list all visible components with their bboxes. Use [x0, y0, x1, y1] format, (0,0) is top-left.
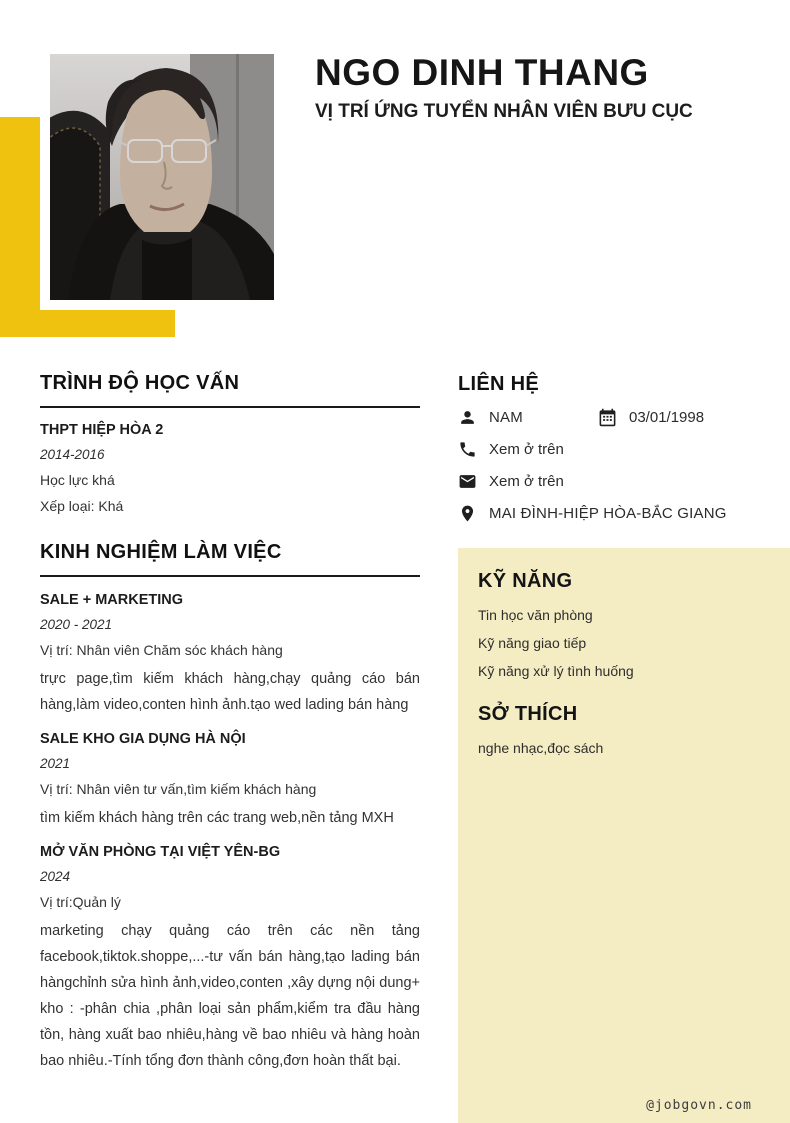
job-description: trực page,tìm kiếm khách hàng,chạy quảng cáo bán hàng,làm video,conten hình ảnh.tạo wed lading bán hàng	[40, 671, 420, 713]
phone-value: Xem ở trên	[489, 441, 564, 458]
experience-heading: KINH NGHIỆM LÀM VIỆC	[40, 541, 420, 577]
education-entry	[40, 422, 420, 514]
job-title: SALE KHO GIA DỤNG HÀ NỘI	[40, 731, 246, 747]
watermark-text: @jobgovn.com	[646, 1098, 752, 1113]
address-value: MAI ĐÌNH-HIỆP HÒA-BẮC GIANG	[489, 505, 727, 522]
candidate-name: NGO DINH THANG	[315, 52, 649, 93]
job-entry	[40, 592, 420, 718]
contact-row-phone	[458, 440, 790, 459]
job-period: 2020 - 2021	[40, 617, 113, 632]
job-period: 2024	[40, 869, 71, 884]
school-name: THPT HIỆP HÒA 2	[40, 422, 164, 438]
contact-row-email	[458, 472, 790, 491]
education-heading: TRÌNH ĐỘ HỌC VẤN	[40, 372, 420, 408]
job-role: Vị trí: Nhân viên Chăm sóc khách hàng	[40, 642, 283, 658]
education-detail: Học lực khá	[40, 472, 115, 488]
email-icon	[458, 472, 477, 491]
education-period: 2014-2016	[40, 447, 105, 462]
skill-item: Kỹ năng xử lý tình huống	[478, 663, 634, 679]
skills-heading: KỸ NĂNG	[478, 570, 573, 592]
contact-heading: LIÊN HỆ	[458, 373, 539, 395]
skill-item: Kỹ năng giao tiếp	[478, 635, 587, 651]
job-role: Vị trí: Nhân viên tư vấn,tìm kiếm khách hàng	[40, 781, 317, 797]
gender-cell	[458, 408, 598, 427]
left-column	[40, 372, 420, 1074]
email-value: Xem ở trên	[489, 473, 564, 490]
skill-item: Tin học văn phòng	[478, 607, 593, 623]
gender-value: NAM	[489, 409, 523, 426]
job-role: Vị trí:Quản lý	[40, 894, 121, 910]
phone-icon	[458, 440, 477, 459]
job-title: SALE + MARKETING	[40, 592, 183, 608]
skills-panel	[458, 548, 790, 1123]
profile-photo-frame	[40, 44, 284, 310]
job-description: tìm kiếm khách hàng trên các trang web,nền tảng MXH	[40, 810, 394, 826]
person-icon	[458, 408, 477, 427]
birthdate-cell	[598, 408, 704, 427]
contact-row-address	[458, 504, 790, 523]
birthdate-value: 03/01/1998	[629, 409, 705, 426]
job-entry	[40, 731, 420, 831]
job-description: marketing chạy quảng cáo trên các nền tảng facebook,tiktok.shoppe,...-tư vấn bán hàng,tạo lading bán hàngchỉnh sửa hình ảnh,video,conten ,xây dựng nội dung+ kho : -phân chia ,phân loại sản phẩm,kiểm tra đầu hàng tồn, hàng xuất bao nhiêu,hàng về bao nhiêu và hàng hoàn bao nhiêu.-Tính tổng đơn thành công,đơn hoàn thất bại.	[40, 923, 420, 1069]
hobbies-heading: SỞ THÍCH	[478, 703, 578, 725]
job-title: MỞ VĂN PHÒNG TẠI VIỆT YÊN-BG	[40, 844, 281, 860]
job-entry	[40, 844, 420, 1074]
profile-photo	[50, 54, 274, 300]
education-detail: Xếp loại: Khá	[40, 498, 124, 514]
contact-row-gender-birthdate	[458, 408, 790, 427]
job-period: 2021	[40, 756, 71, 771]
contact-section	[458, 373, 790, 536]
location-icon	[458, 504, 477, 523]
hobby-item: nghe nhạc,đọc sách	[478, 740, 604, 756]
calendar-icon	[598, 408, 617, 427]
applied-position: VỊ TRÍ ỨNG TUYỂN NHÂN VIÊN BƯU CỤC	[315, 101, 693, 122]
